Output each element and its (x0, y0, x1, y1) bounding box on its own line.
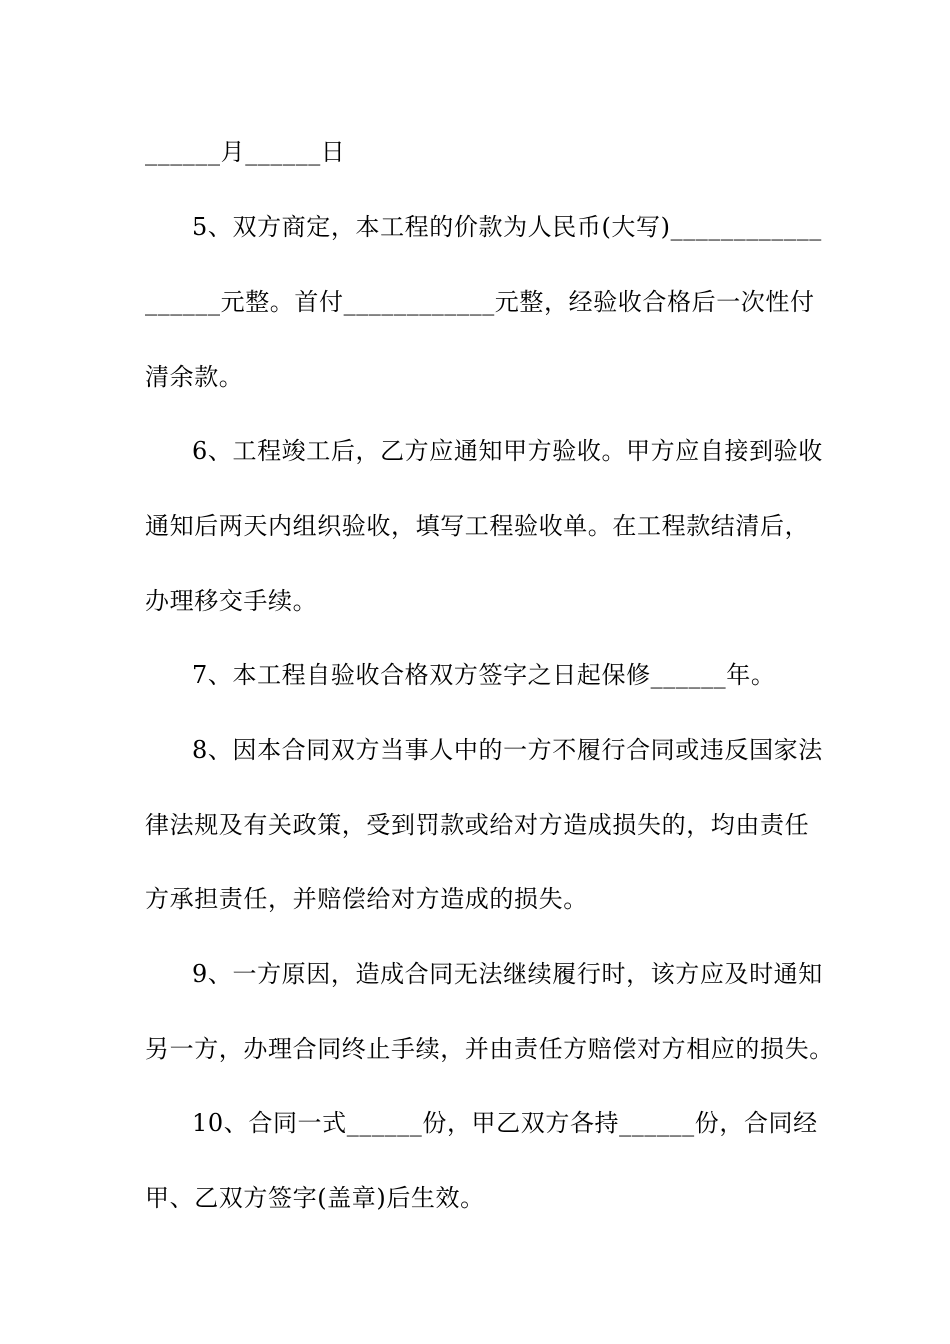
clause-10-line-2: 甲、乙双方签字(盖章)后生效。 (145, 1184, 485, 1212)
clause-9-line-1: 9、一方原因，造成合同无法继续履行时，该方应及时通知 (192, 960, 823, 988)
clause-6-line-1: 6、工程竣工后，乙方应通知甲方验收。甲方应自接到验收 (192, 437, 823, 465)
clause-6-line-3: 办理移交手续。 (145, 587, 318, 615)
clause-7-line-1: 7、本工程自验收合格双方签字之日起保修______年。 (192, 661, 776, 689)
date-blank-line: ______月______日 (145, 138, 346, 166)
clause-5-line-1: 5、双方商定，本工程的价款为人民币(大写)____________ (192, 213, 822, 241)
clause-8-line-2: 律法规及有关政策，受到罚款或给对方造成损失的，均由责任 (145, 811, 810, 839)
clause-9-line-2: 另一方，办理合同终止手续，并由责任方赔偿对方相应的损失。 (145, 1035, 834, 1063)
clause-8-line-3: 方承担责任，并赔偿给对方造成的损失。 (145, 885, 588, 913)
clause-8-line-1: 8、因本合同双方当事人中的一方不履行合同或违反国家法 (192, 736, 823, 764)
clause-10-line-1: 10、合同一式______份，甲乙双方各持______份，合同经 (192, 1109, 818, 1137)
clause-5-line-3: 清余款。 (145, 363, 244, 391)
clause-6-line-2: 通知后两天内组织验收，填写工程验收单。在工程款结清后， (145, 512, 810, 540)
clause-5-line-2: ______元整。首付____________元整，经验收合格后一次性付 (145, 288, 815, 316)
